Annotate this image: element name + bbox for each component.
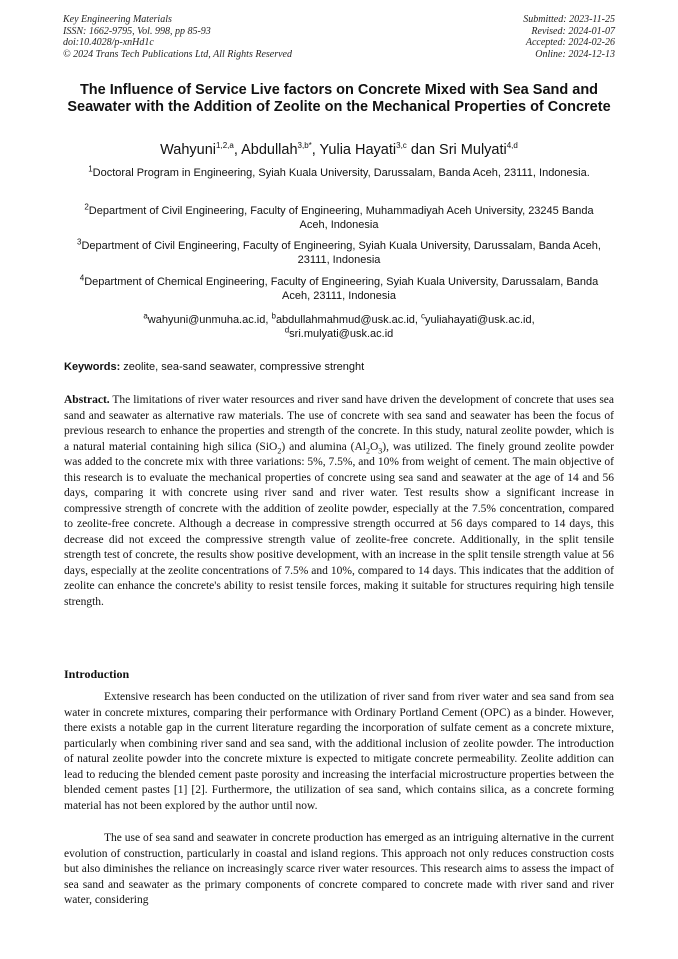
author-name: Abdullah bbox=[241, 142, 298, 158]
formula-subscript: 2 bbox=[365, 445, 370, 455]
affiliation-number: 2 bbox=[84, 202, 89, 212]
affiliation-number: 1 bbox=[88, 164, 93, 174]
journal-copyright: © 2024 Trans Tech Publications Ltd, All Rights Reserved bbox=[63, 48, 292, 60]
formula-subscript: 2 bbox=[277, 445, 282, 455]
abstract bbox=[64, 393, 614, 610]
email-separator: , bbox=[265, 314, 272, 326]
author-separator: , bbox=[233, 142, 242, 158]
date-revised: Revised: 2024-01-07 bbox=[531, 25, 615, 37]
email-address[interactable]: yuliahayati@usk.ac.id bbox=[425, 314, 532, 326]
author-affiliation-marker: 3,b* bbox=[297, 141, 312, 151]
affiliation-number: 3 bbox=[77, 237, 82, 247]
introduction-heading: Introduction bbox=[64, 667, 130, 681]
email-separator: , bbox=[531, 314, 535, 326]
email-marker: d bbox=[284, 325, 290, 335]
journal-info bbox=[63, 14, 292, 60]
email-address[interactable]: sri.mulyati@usk.ac.id bbox=[289, 328, 394, 340]
author-separator: dan bbox=[406, 142, 440, 158]
email-address[interactable]: wahyuni@unmuha.ac.id bbox=[147, 314, 266, 326]
abstract-text: O bbox=[369, 440, 379, 453]
abstract-label: Abstract. bbox=[64, 394, 110, 406]
introduction-paragraph: The use of sea sand and seawater in concrete production has emerged as an intriguing alternative in the current evolution of construction, particularly in coastal and island regions. This approach not only reduces construction costs but also diminishes the reliance on increasingly scarce river water resources. This research aims to assess the impact of sea sand and seawater as the primary components of concrete compared to concrete made with river sand and river water, considering bbox=[64, 832, 614, 906]
paper-title: The Influence of Service Live factors on Concrete Mixed with Sea Sand and Seawater with the Addition of Zeolite on the Mechanical Properties of Concrete bbox=[67, 82, 611, 115]
affiliation-text: Doctoral Program in Engineering, Syiah Kuala University, Darussalam, Banda Aceh, 23111, Indonesia. bbox=[92, 167, 590, 179]
affiliation bbox=[70, 166, 608, 180]
keywords-text: zeolite, sea-sand seawater, compressive strenght bbox=[120, 361, 365, 373]
keywords-label: Keywords: bbox=[64, 361, 121, 373]
author-affiliation-marker: 4,d bbox=[506, 141, 518, 151]
email-separator: , bbox=[414, 314, 422, 326]
author-affiliation-marker: 1,2,a bbox=[216, 141, 234, 151]
email-marker: b bbox=[271, 311, 276, 321]
date-online: Online: 2024-12-13 bbox=[535, 48, 615, 60]
affiliation-text: Department of Civil Engineering, Faculty of Engineering, Muhammadiyah Aceh University, 23245 Banda Aceh, Indonesia bbox=[88, 205, 594, 231]
affiliation-text: Department of Civil Engineering, Faculty of Engineering, Syiah Kuala University, Darussalam, Banda Aceh, 23111, Indonesia bbox=[81, 240, 601, 266]
abstract-text: The limitations of river water resources and river sand have driven the development of concrete that uses sea sand and seawater as alternative raw materials. The use of concrete with sea sand and seawater has been the focus of previous research to enhance the properties and strength of the concrete. In this study, natural zeolite powder, which is a natural material containing high silica (SiO bbox=[64, 394, 614, 453]
email-address[interactable]: abdullahmahmud@usk.ac.id bbox=[275, 314, 415, 326]
author-separator: , bbox=[311, 142, 320, 158]
introduction-paragraph: Extensive research has been conducted on the utilization of river sand from river water and sea sand from sea water in concrete mixtures, comparing their performance with Ordinary Portland Cement (OPC) as a binder. However, there exists a notable gap in the current literature regarding the incorporation of sulfate cement as a concrete mixture, particularly when combining river sand and sea sand, with the additional inclusion of zeolite powder. The introduction of natural zeolite powder into the concrete mixture is expected to mitigate concrete permeability. Zeolite addition can lead to reducing the blended cement paste porosity and increasing the interfacial microstructure properties between the blended cement pastes [1] [2]. Furthermore, the utilization of sea sand, which contains silica, as a concrete forming material has not been explored by the author until now. bbox=[64, 691, 614, 812]
formula-subscript: 3 bbox=[378, 445, 383, 455]
affiliation bbox=[70, 239, 608, 267]
author-name: Yulia Hayati bbox=[319, 142, 397, 158]
journal-doi: doi:10.4028/p-xnHd1c bbox=[63, 37, 154, 48]
journal-name: Key Engineering Materials bbox=[63, 14, 172, 25]
journal-issn: ISSN: 1662-9795, Vol. 998, pp 85-93 bbox=[63, 25, 211, 37]
author-list bbox=[60, 141, 618, 159]
date-accepted: Accepted: 2024-02-26 bbox=[525, 37, 615, 48]
author-name: Sri Mulyati bbox=[439, 142, 507, 158]
keywords bbox=[64, 360, 614, 374]
affiliation-text: Department of Chemical Engineering, Faculty of Engineering, Syiah Kuala University, Darussalam, Banda Aceh, 23111, Indonesia bbox=[84, 276, 599, 302]
author-name: Wahyuni bbox=[160, 142, 217, 158]
abstract-text: ), was utilized. The finely ground zeolite powder was added to the concrete mix with three variations: 5%, 7.5%, and 10% from weight of cement. The main objective of this research is to evaluate the mechanical properties of concrete using sea sand and seawater at the age of 14 and 56 days, comparing it with concrete using river sand and river water. Test results show a significant increase in compressive strength of concrete with the addition of zeolite powder, especially at the 7.5% concentration, compared to zeolite-free concrete. Although a decrease in compressive strength occurred at 56 days compared to 14 days, this decrease did not exceed the compressive strength value of zeolite-free concrete. Additionally, in the split tensile strength test of concrete, the results show positive development, with an increase in the split tensile strength value at 56 days, especially at the zeolite concentrations of 7.5% and 10%, compared to 14 days. This indicates that the addition of zeolite can enhance the concrete's ability to resist tensile forces, making it suitable for structures requiring high tensile strength. bbox=[64, 440, 614, 608]
submission-dates bbox=[523, 14, 615, 60]
author-emails bbox=[70, 313, 608, 341]
email-marker: a bbox=[143, 311, 148, 321]
affiliation bbox=[70, 204, 608, 232]
affiliation bbox=[70, 275, 608, 303]
abstract-text: ) and alumina (Al bbox=[281, 440, 366, 453]
date-submitted: Submitted: 2023-11-25 bbox=[523, 14, 615, 25]
author-affiliation-marker: 3,c bbox=[396, 141, 407, 151]
affiliation-number: 4 bbox=[79, 273, 85, 283]
email-marker: c bbox=[421, 311, 426, 321]
